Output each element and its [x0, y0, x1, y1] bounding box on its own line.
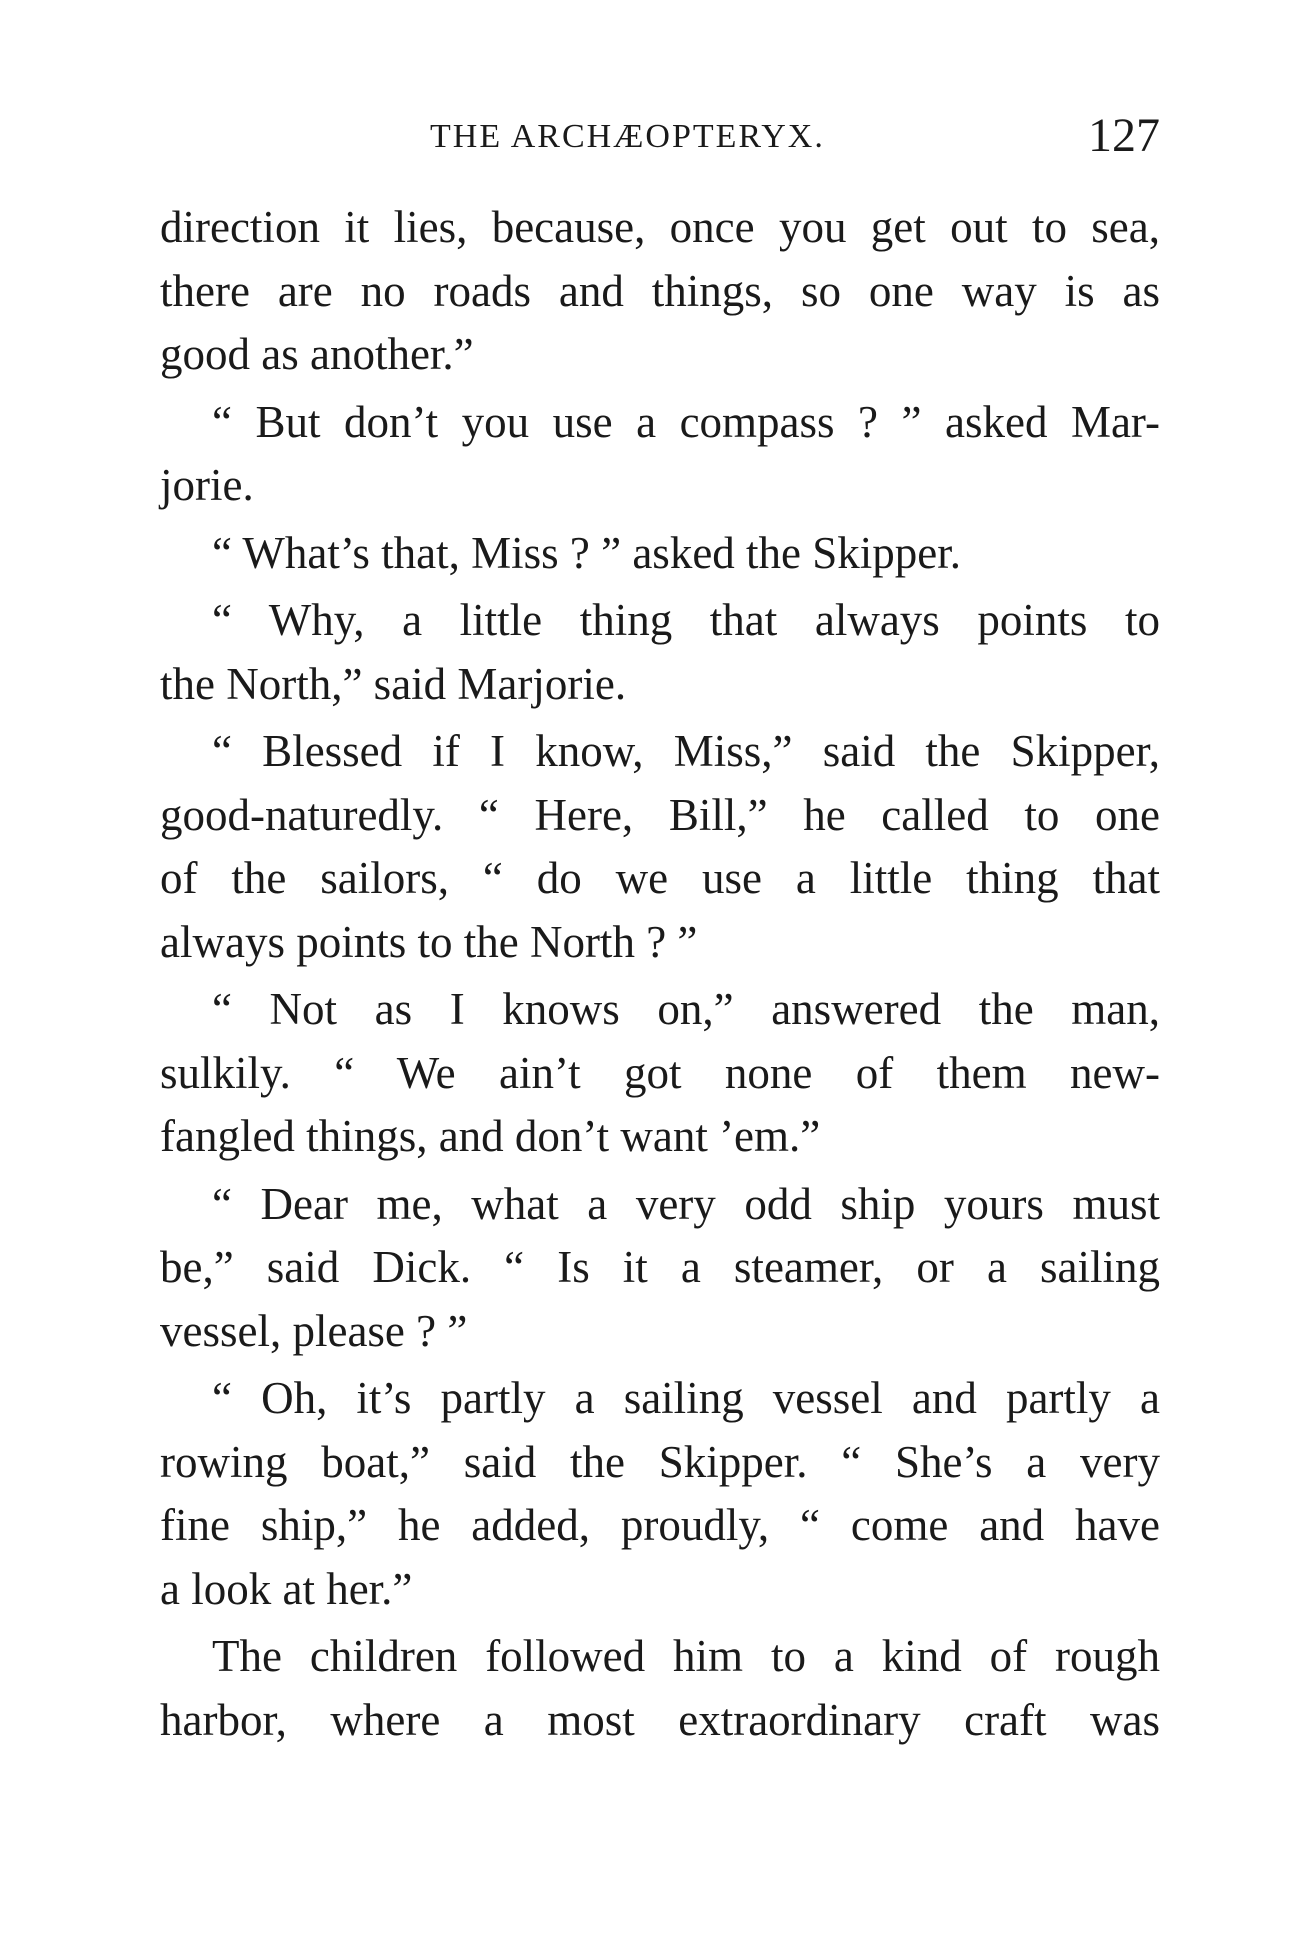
text-line: “ Dear me, what a very odd ship yours must [212, 1178, 1160, 1229]
text-line: “ Oh, it’s partly a sailing vessel and partly a [212, 1373, 1160, 1423]
text-line: The children followed him to a kind of rough [212, 1631, 1160, 1681]
text-line: vessel, please ? ” [160, 1305, 468, 1356]
text-line: rowing boat,” said the Skipper. “ She’s a very [160, 1436, 1160, 1487]
text-line: be,” said Dick. “ Is it a steamer, or a sailing [160, 1242, 1160, 1292]
text-line: always points to the North ? ” [160, 916, 698, 967]
text-line: “ Not as I knows on,” answered the man, [212, 984, 1160, 1034]
text-line: “ Why, a little thing that always points to [212, 595, 1160, 645]
text-line: harbor, where a most extraordinary craft was [160, 1694, 1160, 1745]
text-line: jorie. [160, 460, 254, 510]
text-line: good as another.” [160, 329, 474, 379]
text-line: sulkily. “ We ain’t got none of them new- [160, 1047, 1160, 1098]
page-number: 127 [1088, 109, 1160, 162]
text-line: fangled things, and don’t want ’em.” [160, 1111, 821, 1161]
text-line: the North,” said Marjorie. [160, 658, 627, 709]
body-text [160, 196, 1160, 1752]
page-header [160, 108, 1160, 168]
running-title: THE ARCHÆOPTERYX. [430, 118, 825, 155]
text-line: a look at her.” [160, 1563, 413, 1614]
text-line: of the sailors, “ do we use a little thing that [160, 853, 1160, 903]
text-line: “ But don’t you use a compass ? ” asked Mar- [212, 396, 1160, 447]
text-line: there are no roads and things, so one way is as [160, 265, 1160, 316]
text-line: direction it lies, because, once you get out to sea, [160, 202, 1160, 252]
text-line: “ What’s that, Miss ? ” asked the Skipper. [212, 527, 962, 578]
text-line: good-naturedly. “ Here, Bill,” he called to one [160, 789, 1160, 840]
text-line: fine ship,” he added, proudly, “ come and have [160, 1500, 1160, 1550]
text-line: “ Blessed if I know, Miss,” said the Skipper, [212, 726, 1160, 776]
